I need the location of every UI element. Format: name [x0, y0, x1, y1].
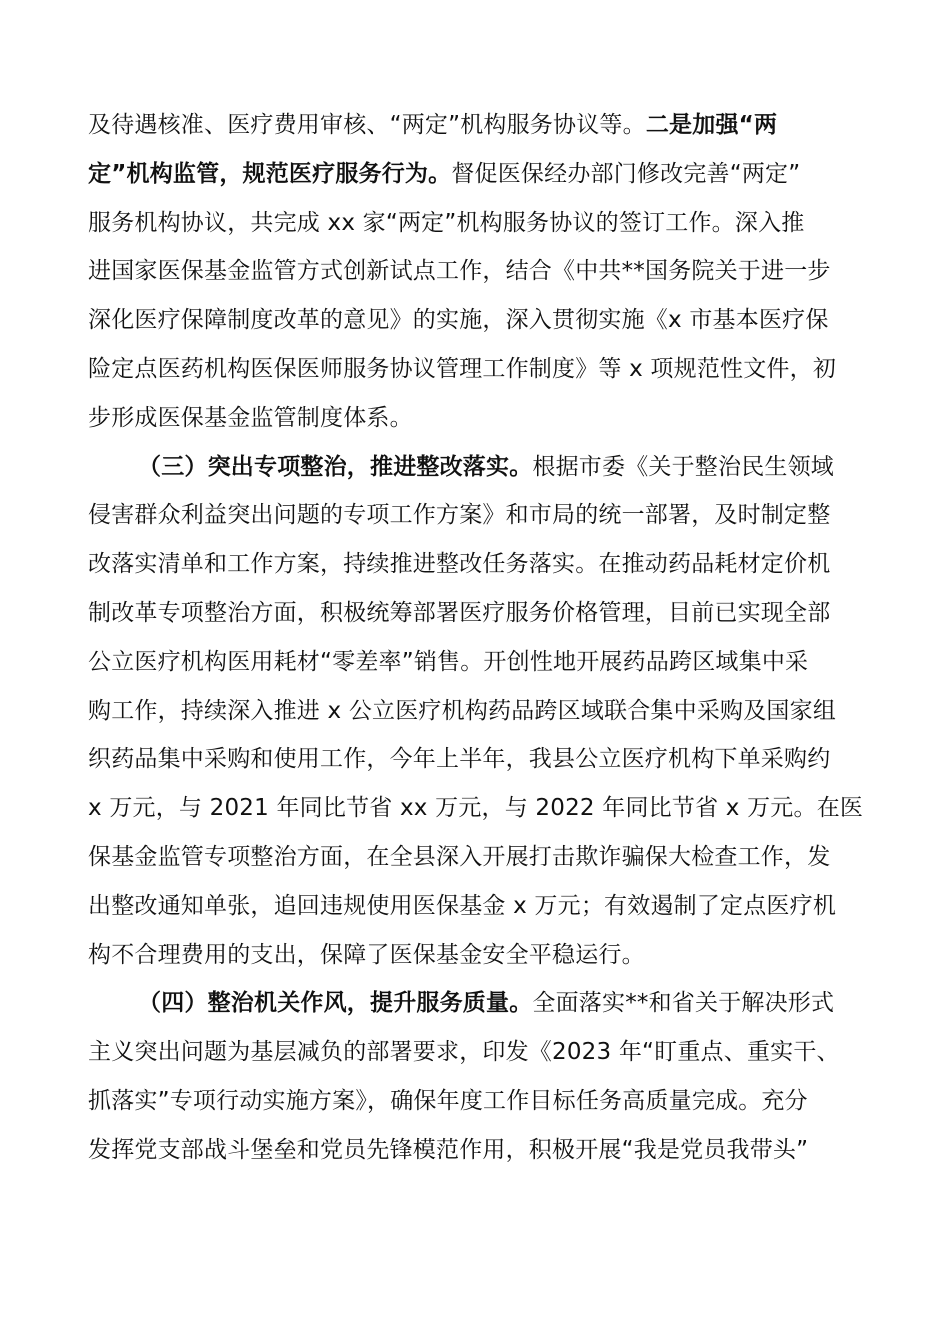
- body-text: 及待遇核准、医疗费用审核、“两定”机构服务协议等。: [88, 112, 646, 138]
- text-line: [88, 589, 864, 638]
- body-text: 服务机构协议，共完成 xx 家“两定”机构服务协议的签订工作。深入推: [88, 209, 805, 236]
- text-line: [88, 833, 864, 882]
- text-line: [88, 394, 864, 443]
- body-text: 保基金监管专项整治方面，在全县深入开展打击欺诈骗保大检查工作，发: [88, 843, 831, 870]
- body-text: 出整改通知单张，追回违规使用医保基金 x 万元；有效遏制了定点医疗机: [88, 892, 837, 919]
- body-text: 构不合理费用的支出，保障了医保基金安全平稳运行。: [88, 941, 645, 968]
- text-line: [88, 687, 864, 736]
- bold-text: （四）整治机关作风，提升服务质量。: [138, 990, 533, 1017]
- body-text: 进国家医保基金监管方式创新试点工作，结合《中共**国务院关于进一步: [88, 258, 831, 285]
- text-line: [88, 931, 864, 980]
- bold-text: 二是加强“两: [645, 112, 778, 138]
- text-line: [88, 199, 864, 248]
- body-text: 抓落实”专项行动实施方案》，确保年度工作目标任务高质量完成。充分: [88, 1087, 808, 1114]
- bold-text: 定”机构监管，规范医疗服务行为。: [88, 160, 452, 187]
- section-heading-line: [88, 979, 864, 1028]
- body-text: 险定点医药机构医保医师服务协议管理工作制度》等 x 项规范性文件，初: [88, 355, 837, 382]
- body-text: 根据市委《关于整治民生领域: [532, 453, 835, 480]
- body-text: 督促医保经办部门修改完善“两定”: [451, 160, 801, 187]
- body-text: 侵害群众利益突出问题的专项工作方案》和市局的统一部署，及时制定整: [88, 502, 831, 529]
- body-text: 制改革专项整治方面，积极统筹部署医疗服务价格管理，目前已实现全部: [88, 599, 831, 626]
- body-text: 主义突出问题为基层减负的部署要求，印发《2023 年“盯重点、重实干、: [88, 1039, 840, 1066]
- text-line: [88, 150, 864, 199]
- text-line: [88, 247, 864, 296]
- body-text: 购工作，持续深入推进 x 公立医疗机构药品跨区域联合集中采购及国家组: [88, 697, 837, 724]
- body-text: x 万元，与 2021 年同比节省 xx 万元，与 2022 年同比节省 x 万元。在医: [88, 795, 864, 822]
- body-text: 发挥党支部战斗堡垒和党员先锋模范作用，积极开展“我是党员我带头”: [88, 1136, 809, 1163]
- text-line: [88, 101, 864, 150]
- bold-text: （三）突出专项整治，推进整改落实。: [138, 453, 533, 480]
- body-text: 改落实清单和工作方案，持续推进整改任务落实。在推动药品耗材定价机: [88, 551, 831, 578]
- body-text: 步形成医保基金监管制度体系。: [88, 404, 413, 431]
- document-body: [88, 101, 864, 1175]
- section-heading-line: [88, 443, 864, 492]
- text-line: [88, 491, 864, 540]
- text-line: [88, 784, 864, 833]
- body-text: 织药品集中采购和使用工作，今年上半年，我县公立医疗机构下单采购约: [88, 746, 831, 773]
- text-line: [88, 638, 864, 687]
- text-line: [88, 345, 864, 394]
- body-text: 公立医疗机构医用耗材“零差率”销售。开创性地开展药品跨区域集中采: [88, 648, 809, 675]
- text-line: [88, 540, 864, 589]
- text-line: [88, 882, 864, 931]
- text-line: [88, 1028, 864, 1077]
- text-line: [88, 735, 864, 784]
- text-line: [88, 296, 864, 345]
- text-line: [88, 1126, 864, 1175]
- body-text: 全面落实**和省关于解决形式: [532, 990, 835, 1017]
- text-line: [88, 1077, 864, 1126]
- body-text: 深化医疗保障制度改革的意见》的实施，深入贯彻实施《x 市基本医疗保: [88, 307, 829, 334]
